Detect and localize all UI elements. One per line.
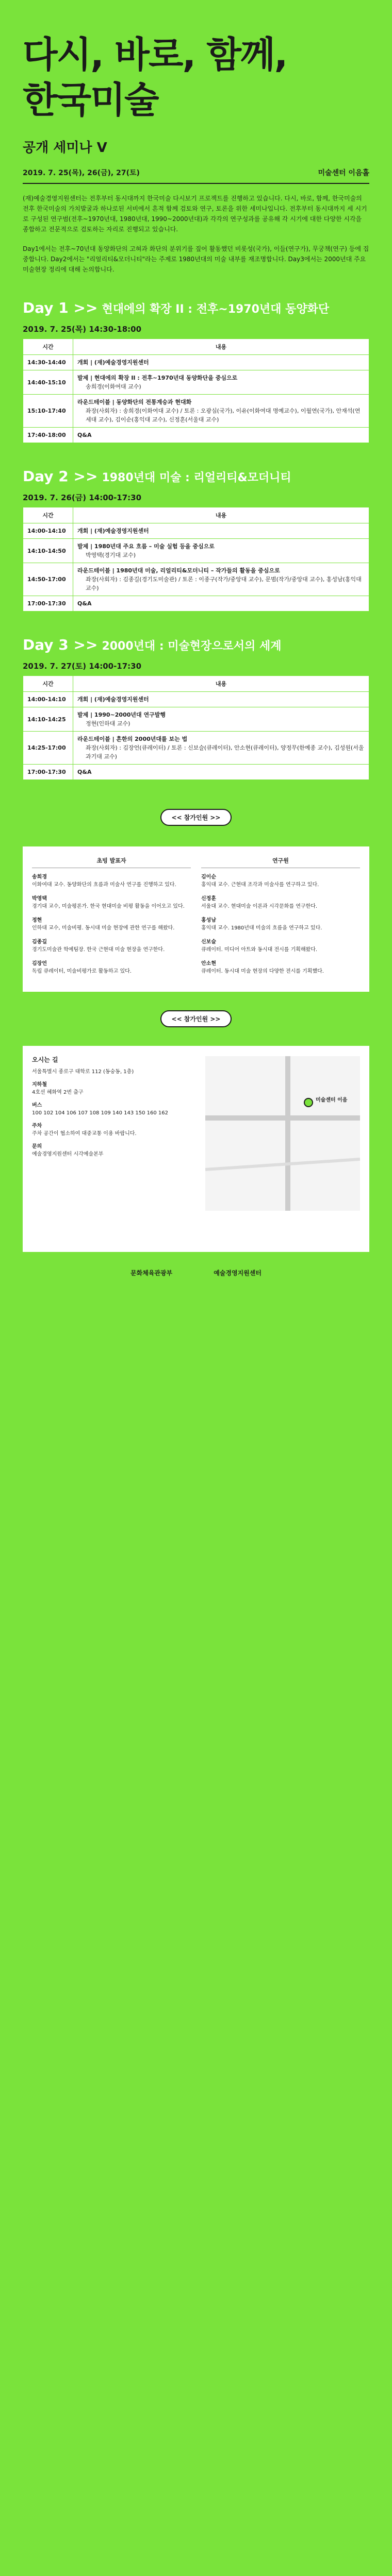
col-header-content: 내용 bbox=[73, 507, 369, 523]
row-detail: 좌장(사회자) : 송희경(이화여대 교수) / 토론 : 오광심(국가), 이유(이화여대 명예교수), 이월연(국가), 안재석(연세대 교수), 김이순(홍익대 교수), 신정훈(서울대 교수) bbox=[86, 408, 361, 423]
table-row bbox=[23, 707, 369, 732]
bio-text: 큐레이터. 동시대 미술 현장의 다양한 전시를 기획했다. bbox=[201, 969, 324, 974]
footer bbox=[23, 1046, 369, 1252]
bio-name: 안소현 bbox=[201, 961, 216, 967]
row-time: 14:25-17:00 bbox=[23, 732, 73, 765]
row-title: 라운드테이블 | 1980년대 미술, 리얼리티&모더니티 – 작가들의 활동을 중심으로 bbox=[77, 567, 280, 574]
parking-label: 주차 bbox=[32, 1123, 42, 1129]
bus-label: 버스 bbox=[32, 1103, 42, 1108]
bio-right-title: 연구원 bbox=[201, 857, 360, 868]
row-content bbox=[73, 563, 369, 596]
day-label: Day 2 >> bbox=[23, 468, 98, 485]
row-title: 발제 | 1980년대 주요 흐름 – 미술 실험 등을 중심으로 bbox=[77, 543, 215, 550]
row-time: 14:10-14:50 bbox=[23, 539, 73, 563]
bio-text: 경기대 교수, 미술평론가. 한국 현대미술 비평 활동을 이어오고 있다. bbox=[32, 904, 185, 909]
directions-heading: 오시는 길 bbox=[32, 1056, 58, 1063]
row-time: 14:50-17:00 bbox=[23, 563, 73, 596]
row-time: 17:00-17:30 bbox=[23, 765, 73, 780]
col-header-time: 시간 bbox=[23, 676, 73, 692]
subway-info: 4호선 혜화역 2번 출구 bbox=[32, 1090, 84, 1095]
bio-text: 큐레이터. 미디어 아트와 동시대 전시를 기획해왔다. bbox=[201, 947, 318, 953]
ministry-logo: 문화체육관광부 bbox=[130, 1269, 173, 1277]
address: 서울특별시 종로구 대학로 112 (동숭동, 1층) bbox=[32, 1069, 134, 1075]
col-header-content: 내용 bbox=[73, 676, 369, 692]
subway-label: 지하철 bbox=[32, 1082, 47, 1088]
row-title: 개회 | (재)예술경영지원센터 bbox=[77, 696, 149, 703]
bio-item bbox=[201, 938, 360, 954]
day-heading bbox=[23, 636, 369, 653]
row-content bbox=[73, 395, 369, 428]
row-detail: 좌장(사회자) : 김종길(경기도미술관) / 토론 : 이종구(작가/중앙대 교수), 문범(작가/중앙대 교수), 홍성남(홍익대 교수) bbox=[86, 576, 362, 591]
row-time: 14:40-15:10 bbox=[23, 370, 73, 395]
row-content bbox=[73, 355, 369, 370]
table-row bbox=[23, 395, 369, 428]
row-time: 14:00-14:10 bbox=[23, 692, 73, 707]
bus-info: 100 102 104 106 107 108 109 140 143 150 160 162 bbox=[32, 1110, 169, 1116]
bio-item bbox=[32, 917, 191, 932]
bio-name: 김종길 bbox=[32, 939, 47, 945]
participants-button[interactable]: << 참가인원 >> bbox=[160, 809, 232, 826]
table-row bbox=[23, 692, 369, 707]
row-time: 17:00-17:30 bbox=[23, 596, 73, 612]
intro bbox=[23, 193, 369, 275]
row-content bbox=[73, 692, 369, 707]
bio-name: 송희경 bbox=[32, 874, 47, 880]
day-label: Day 1 >> bbox=[23, 299, 98, 316]
kams-logo: 예술경영지원센터 bbox=[214, 1269, 262, 1277]
schedule bbox=[23, 299, 369, 780]
row-content bbox=[73, 707, 369, 732]
bio-name: 김이순 bbox=[201, 874, 216, 880]
row-time: 14:10-14:25 bbox=[23, 707, 73, 732]
day-date: 2019. 7. 26(금) 14:00-17:30 bbox=[23, 493, 142, 502]
bio-name: 신보슬 bbox=[201, 939, 216, 945]
row-time: 15:10-17:40 bbox=[23, 395, 73, 428]
bio-item bbox=[201, 917, 360, 932]
bio-item bbox=[201, 873, 360, 889]
row-time: 14:30-14:40 bbox=[23, 355, 73, 370]
col-header-content: 내용 bbox=[73, 339, 369, 355]
day-date: 2019. 7. 25(목) 14:30-18:00 bbox=[23, 325, 142, 334]
directions bbox=[32, 1056, 193, 1242]
row-detail: 박영택(경기대 교수) bbox=[86, 552, 136, 558]
bio-text: 경기도미술관 학예팀장. 한국 근현대 미술 현장을 연구한다. bbox=[32, 947, 165, 953]
logos bbox=[23, 1268, 369, 1277]
bio-text: 서울대 교수. 현대미술 이론과 시각문화를 연구한다. bbox=[201, 904, 318, 909]
bio-col-right bbox=[201, 857, 360, 981]
day-heading bbox=[23, 299, 369, 316]
day-theme: 1980년대 미술 : 리얼리티&모더니티 bbox=[102, 471, 291, 484]
row-title: 개회 | (재)예술경영지원센터 bbox=[77, 359, 149, 366]
intro-paragraph-2: Day1에서는 전후~70년대 동양화단의 고혀과 화단의 분위기를 짚어 활동했던 비롯성(국가), 이들(연구가), 무궁책(연구) 등에 집중합니다. Day2에서는 "리얼리티&모더니티"라는 주제로 1980년대의 미술 내부를 재조명합니다. Day3에서는 2000년대 주요 미술현장 정리에 대해 논의합니다. bbox=[23, 245, 369, 273]
row-title: 라운드테이블 | 흔한의 2000년대를 보는 법 bbox=[77, 736, 188, 742]
row-content bbox=[73, 523, 369, 539]
row-title: 라운드테이블 | 동양화단의 전통계승과 현대화 bbox=[77, 399, 192, 405]
table-row bbox=[23, 765, 369, 780]
title-line-1: 다시, 바로, 함께, bbox=[23, 33, 287, 76]
table-row bbox=[23, 539, 369, 563]
day-date: 2019. 7. 27(토) 14:00-17:30 bbox=[23, 662, 142, 671]
schedule-table bbox=[23, 675, 369, 780]
bio-item bbox=[32, 938, 191, 954]
event-meta bbox=[23, 167, 369, 184]
participants-button-2[interactable]: << 참가인원 >> bbox=[160, 1010, 232, 1027]
map-label: 미술센터 이음 bbox=[316, 1097, 348, 1103]
page bbox=[0, 0, 392, 1277]
row-content bbox=[73, 428, 369, 443]
bio-section bbox=[23, 846, 369, 992]
event-venue: 미술센터 이음홀 bbox=[318, 169, 369, 177]
row-content bbox=[73, 596, 369, 612]
row-content bbox=[73, 732, 369, 765]
table-row bbox=[23, 732, 369, 765]
row-content bbox=[73, 765, 369, 780]
row-time: 14:00-14:10 bbox=[23, 523, 73, 539]
row-content bbox=[73, 370, 369, 395]
schedule-table bbox=[23, 338, 369, 443]
intro-paragraph-1: (재)예술경영지원센터는 전후부터 동시대까지 한국미술 다시보기 프로젝트를 진행하고 있습니다. 다시, 바로, 함께, 한국미술의 전후 한국미술의 가치발굴과 하나로된 서비에서 흔적 함께 검토와 연구, 토론을 위한 세미나입니다. 전후부터 동시대까지 세 시기로 구성된 연구범(전후~1970년대, 1980년대, 1990~2000년대)과 각각의 연구성과를 공유해 각 시기에 대한 다양한 시각을 종합하고 전문적으로 검토하는 자리로 진행되고 있습니다. bbox=[23, 195, 367, 233]
row-title: Q&A bbox=[77, 769, 92, 775]
row-detail: 정현(인하대 교수) bbox=[86, 720, 130, 727]
bio-name: 정현 bbox=[32, 918, 42, 923]
schedule-table bbox=[23, 507, 369, 612]
day-theme: 현대에의 확장 II : 전후~1970년대 동양화단 bbox=[102, 303, 330, 316]
bio-text: 인하대 교수, 미술비평. 동시대 미술 현장에 관한 연구를 해왔다. bbox=[32, 925, 175, 931]
profile-button-row bbox=[23, 809, 369, 826]
bio-text: 이화여대 교수. 동양화단의 흐름과 미술사 연구를 진행하고 있다. bbox=[32, 882, 176, 888]
table-row bbox=[23, 596, 369, 612]
row-content bbox=[73, 539, 369, 563]
row-detail: 좌장(사회자) : 김장언(큐레이터) / 토론 : 신보슬(큐레이터), 안소현(큐레이터), 양정무(한예종 교수), 김성원(서울과기대 교수) bbox=[86, 744, 364, 760]
row-title: Q&A bbox=[77, 600, 92, 607]
bio-text: 홍익대 교수. 1980년대 미술의 흐름을 연구하고 있다. bbox=[201, 925, 322, 931]
bio-text: 홍익대 교수. 근현대 조각과 미술사를 연구하고 있다. bbox=[201, 882, 319, 888]
bio-item bbox=[32, 895, 191, 910]
subtitle: 공개 세미나 V bbox=[23, 140, 107, 156]
bio-left-title: 초빙 발표자 bbox=[32, 857, 191, 868]
parking-info: 주차 공간이 협소하여 대중교통 이용 바랍니다. bbox=[32, 1131, 137, 1137]
bio-col-left bbox=[32, 857, 191, 981]
bio-item bbox=[201, 895, 360, 910]
table-row bbox=[23, 355, 369, 370]
table-row bbox=[23, 563, 369, 596]
row-title: Q&A bbox=[77, 432, 92, 438]
bio-item bbox=[32, 960, 191, 975]
page-title bbox=[23, 0, 369, 123]
col-header-time: 시간 bbox=[23, 507, 73, 523]
row-title: 발제 | 현대에의 확장 II : 전후~1970년대 동양화단을 중심으로 bbox=[77, 375, 238, 381]
row-title: 발제 | 1990~2000년대 연구발행 bbox=[77, 711, 166, 718]
row-title: 개회 | (재)예술경영지원센터 bbox=[77, 528, 149, 534]
bio-text: 독립 큐레이터, 미술비평가로 활동하고 있다. bbox=[32, 969, 132, 974]
table-row bbox=[23, 523, 369, 539]
map-pin-icon bbox=[304, 1098, 313, 1107]
contact-info: 예술경영지원센터 시각예술본부 bbox=[32, 1151, 104, 1157]
location-map[interactable] bbox=[205, 1056, 360, 1211]
col-header-time: 시간 bbox=[23, 339, 73, 355]
day-heading bbox=[23, 468, 369, 485]
row-time: 17:40-18:00 bbox=[23, 428, 73, 443]
title-line-2: 한국미술 bbox=[23, 79, 158, 121]
bio-name: 김장언 bbox=[32, 961, 47, 967]
bio-name: 홍성남 bbox=[201, 918, 216, 923]
day-theme: 2000년대 : 미술현장으로서의 세계 bbox=[102, 640, 282, 653]
bio-name: 신정훈 bbox=[201, 896, 216, 902]
table-row bbox=[23, 428, 369, 443]
day-label: Day 3 >> bbox=[23, 636, 98, 653]
row-detail: 송희경(이화여대 교수) bbox=[86, 383, 141, 390]
map-svg bbox=[205, 1056, 360, 1211]
bio-name: 박영택 bbox=[32, 896, 47, 902]
contact-label: 문의 bbox=[32, 1144, 42, 1149]
event-dates: 2019. 7. 25(목), 26(금), 27(토) bbox=[23, 169, 140, 177]
table-row bbox=[23, 370, 369, 395]
profile-button-row-2 bbox=[23, 1010, 369, 1027]
bio-item bbox=[201, 960, 360, 975]
bio-item bbox=[32, 873, 191, 889]
